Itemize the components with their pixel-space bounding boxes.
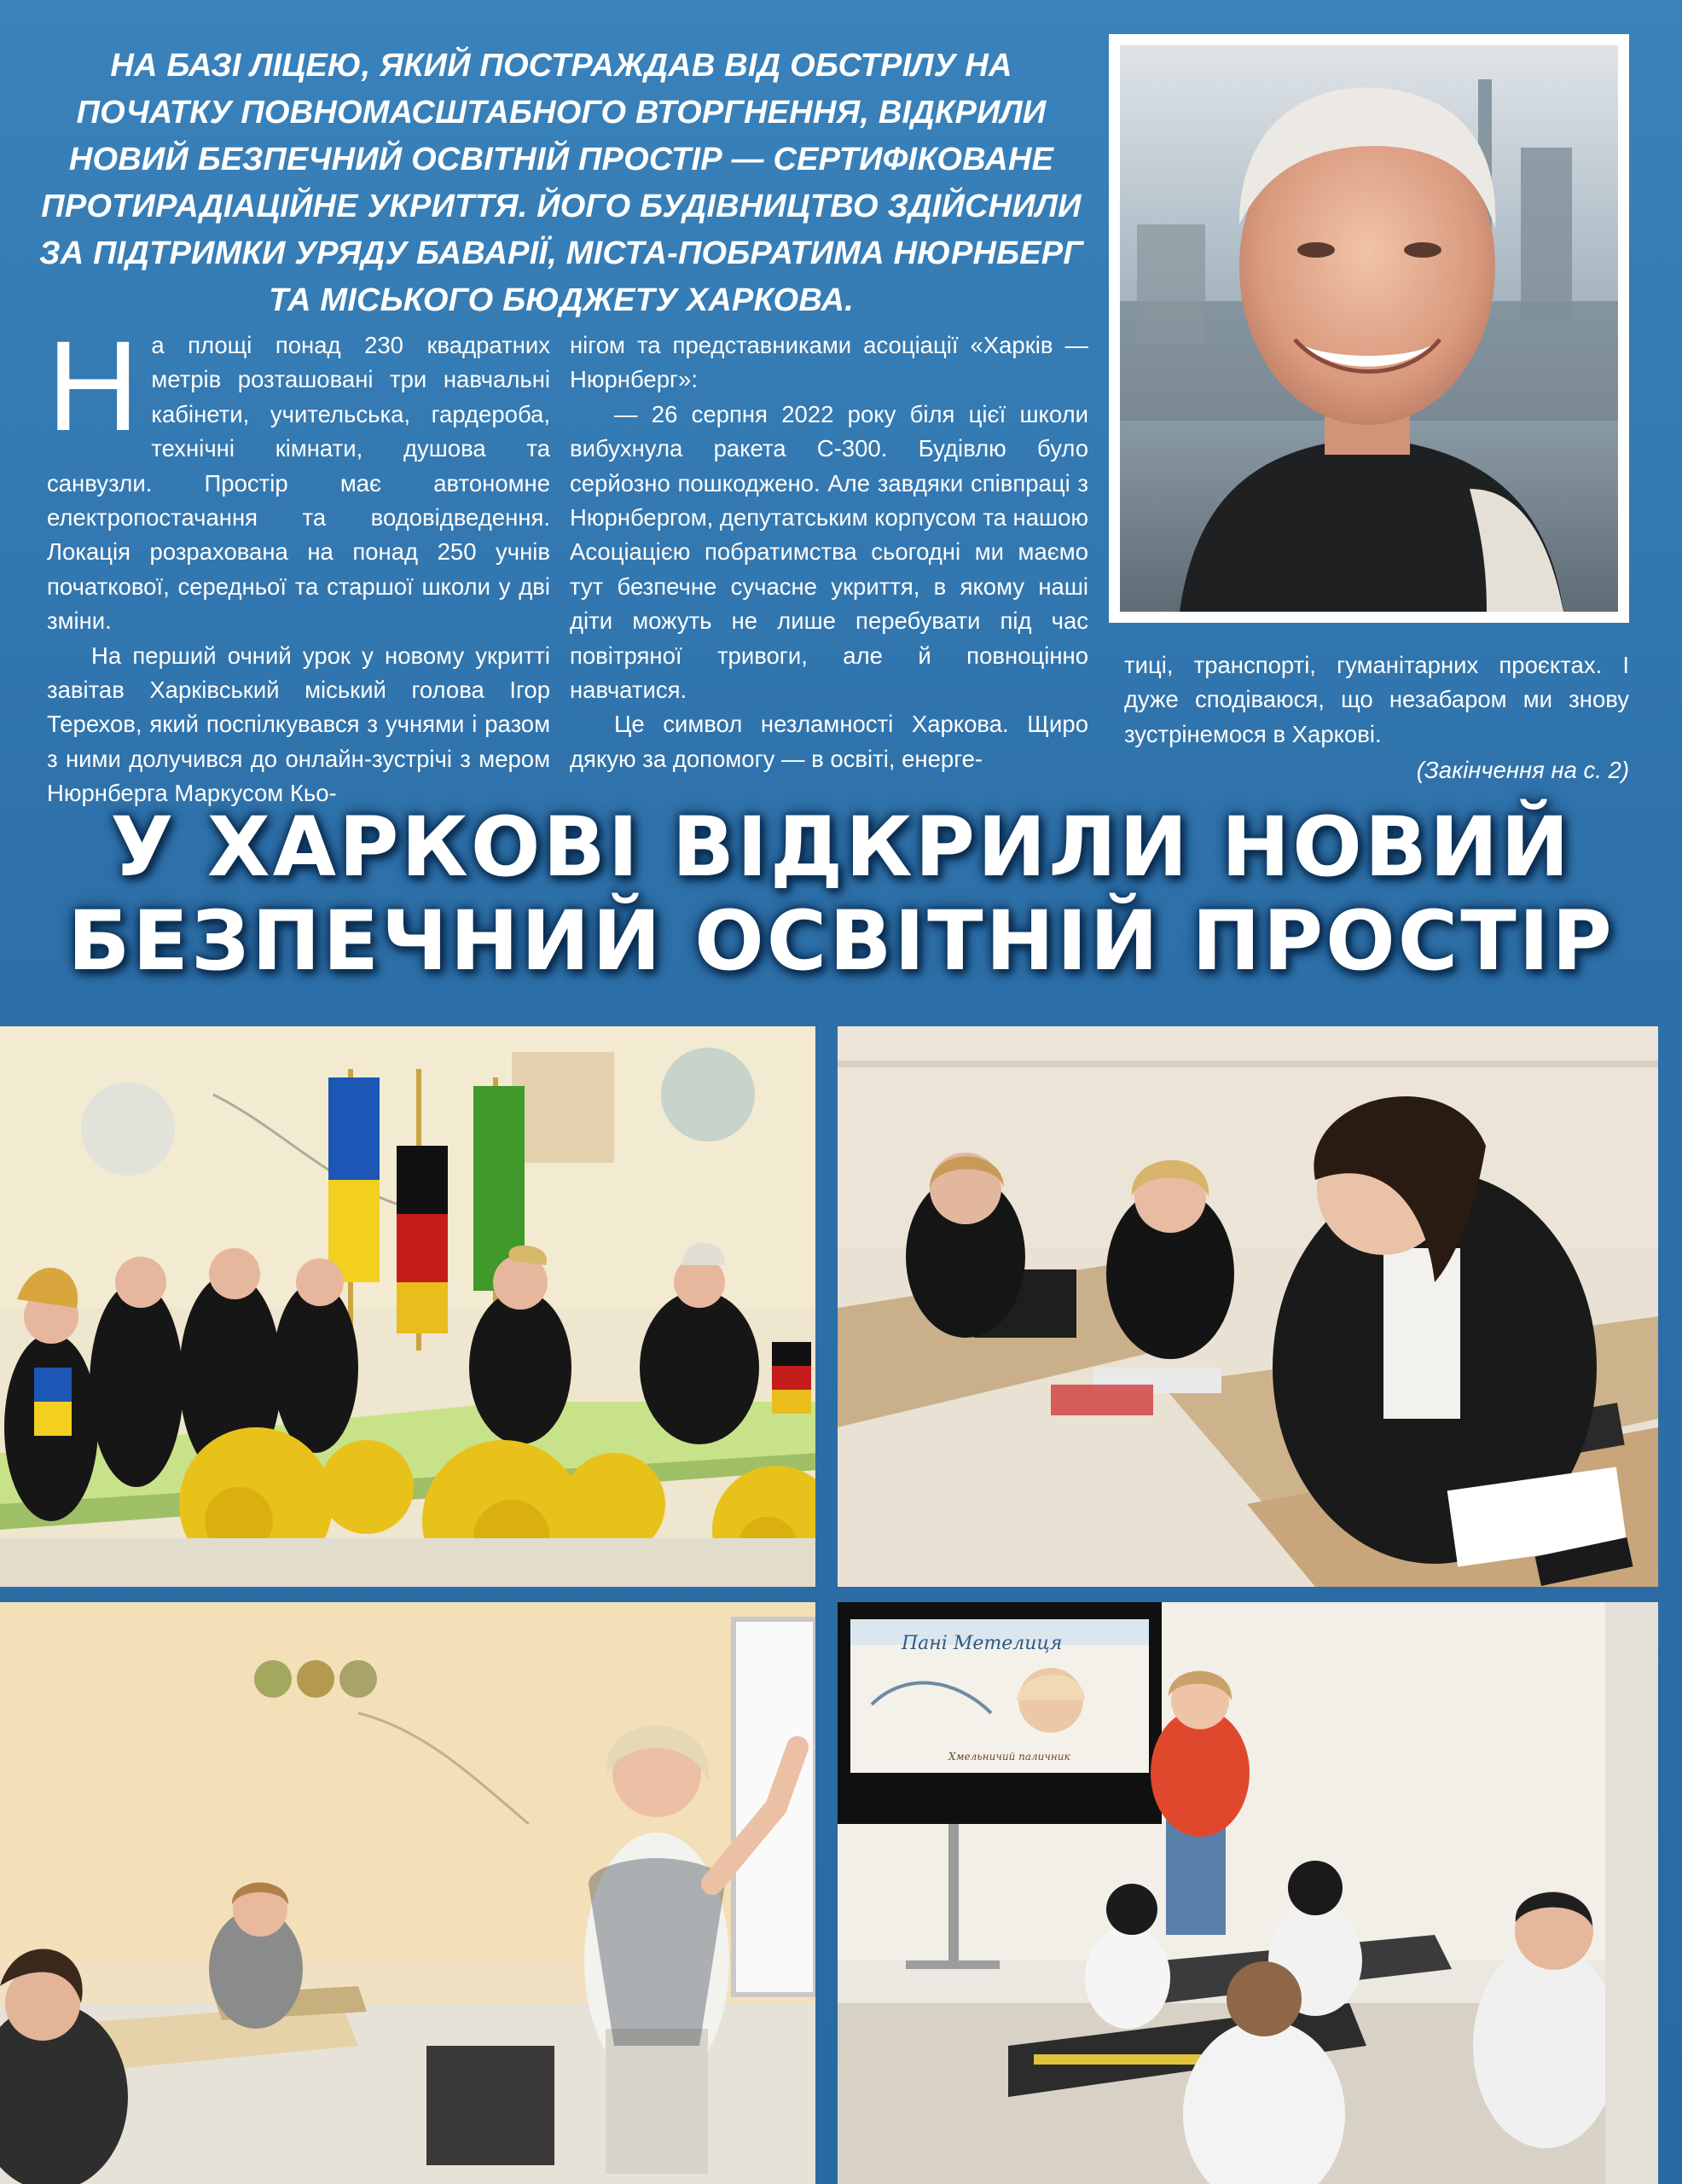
board-caption-text: Хмельничий паличник	[948, 1751, 1070, 1763]
headline-line-2: БЕЗПЕЧНИЙ ОСВІТНІЙ ПРОСТІР	[67, 893, 1615, 989]
article-column-3	[1124, 648, 1629, 788]
paragraph-1-text: а площі понад 230 квадратних метрів розташовані три навчальні кабінети, учительська, гардероба, технічні кімнати, душова та санвузли. Простір має автономне електропостачання та водовідведення. Локація розрахована на понад 250 учнів початкової, середньої та старшої школи у дві зміни.	[47, 332, 550, 635]
paragraph-4: Це символ незламності Харкова. Щиро дякую за допомогу — в освіті, енерге-	[570, 711, 1088, 772]
photo-meeting-in-shelter	[0, 1026, 815, 1587]
continued-note: (Закінчення на с. 2)	[1416, 757, 1629, 784]
photo-teacher-board	[0, 1602, 815, 2184]
headline-line-1: У ХАРКОВІ ВІДКРИЛИ НОВИЙ	[110, 799, 1572, 895]
paragraph-1	[47, 314, 550, 639]
paragraph-2-text-b: нігом та представниками асоціації «Харків — Нюрнберг»:	[570, 332, 1088, 393]
article-column-2	[570, 328, 1088, 776]
photo-teachers-laptops	[838, 1026, 1658, 1587]
article-lede: НА БАЗІ ЛІЦЕЮ, ЯКИЙ ПОСТРАЖДАВ ВІД ОБСТРІЛУ НА ПОЧАТКУ ПОВНОМАСШТАБНОГО ВТОРГНЕННЯ, ВІДКРИЛИ НОВИЙ БЕЗПЕЧНИЙ ОСВІТНІЙ ПРОСТІР — СЕРТИФІКОВАНЕ ПРОТИРАДІАЦІЙНЕ УКРИТТЯ. ЙОГО БУДІВНИЦТВО ЗДІЙСНИЛИ ЗА ПІДТРИМКИ УРЯДУ БАВАРІЇ, МІСТА-ПОБРАТИМА НЮРНБЕРГ ТА МІСЬКОГО БЮДЖЕТУ ХАРКОВА.	[39, 48, 1083, 318]
mayor-portrait-photo	[1120, 45, 1618, 612]
paragraph-2-continued	[570, 328, 1088, 398]
board-title-text: Пані Метелиця	[902, 1633, 1063, 1654]
paragraph-5: тиці, транспорті, гуманітарних проєктах. І дуже сподіваюся, що незабаром ми знову зустрінемося в Харкові.	[1124, 652, 1629, 747]
article-column-1	[47, 314, 550, 811]
portrait-illustration	[1120, 45, 1618, 612]
teacher-board-scene	[0, 1602, 815, 2184]
paragraph-3: — 26 серпня 2022 року біля цієї школи вибухнула ракета С-300. Будівлю було серйозно пошкоджено. Але завдяки співпраці з Нюрнбергом, депутатським корпусом та нашою Асоціацією побратимства сьогодні ми маємо тут безпечне сучасне укриття, в якому наші діти можуть не лише перебувати під час повітряної тривоги, але й повноцінно навчатися.	[570, 400, 1089, 704]
drop-cap: Н	[47, 314, 140, 457]
classroom-screen-scene	[838, 1602, 1658, 2184]
paragraph-2-text-a: На перший очний урок у новому укритті завітав Харківський міський голова Ігор Терехов, який поспілкувався з учнями і разом з ними долучився до онлайн-зустрічі з мером Нюрнберга Маркусом Кьо-	[47, 642, 550, 807]
photo-classroom-screen	[838, 1602, 1658, 2184]
meeting-scene	[0, 1026, 815, 1587]
teachers-scene	[838, 1026, 1658, 1587]
headline	[0, 800, 1682, 988]
paragraph-2	[47, 639, 550, 811]
